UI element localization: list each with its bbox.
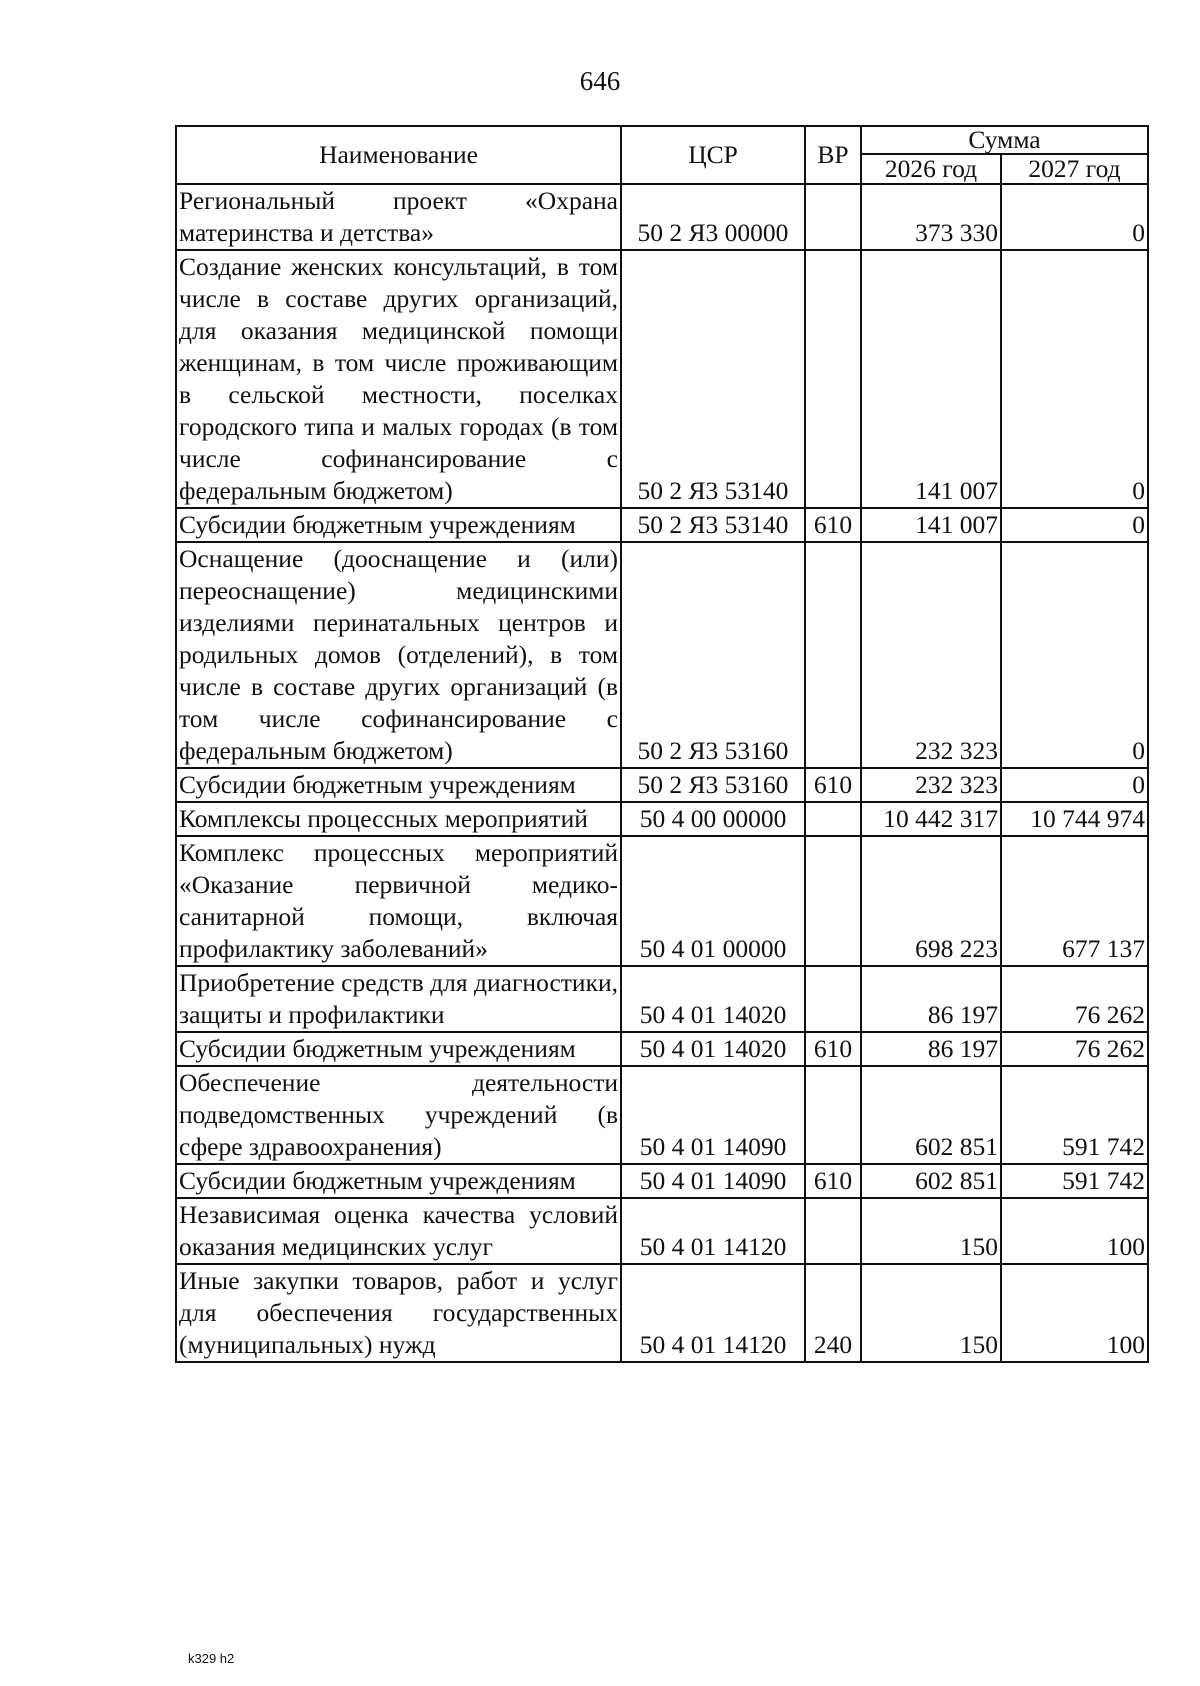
row-amount-2027: 100 — [1001, 1264, 1148, 1362]
header-csr: ЦСР — [621, 126, 805, 184]
row-amount-2027: 0 — [1001, 184, 1148, 250]
row-csr: 50 2 Я3 53160 — [621, 542, 805, 768]
row-name: Субсидии бюджетным учреждениям — [176, 1164, 621, 1198]
header-sum: Сумма — [861, 126, 1148, 154]
row-csr: 50 4 01 14020 — [621, 966, 805, 1032]
table-body — [176, 184, 1148, 1362]
row-amount-2026: 698 223 — [861, 836, 1001, 966]
row-csr: 50 4 01 14120 — [621, 1198, 805, 1264]
page-number: 646 — [579, 66, 621, 96]
row-csr: 50 2 Я3 53160 — [621, 768, 805, 802]
row-name: Субсидии бюджетным учреждениям — [176, 1032, 621, 1066]
table-row — [176, 1032, 1148, 1066]
row-amount-2026: 86 197 — [861, 966, 1001, 1032]
row-vr — [805, 836, 861, 966]
row-csr: 50 4 01 14090 — [621, 1164, 805, 1198]
table-row — [176, 1164, 1148, 1198]
row-name: Субсидии бюджетным учреждениям — [176, 508, 621, 542]
row-amount-2026: 141 007 — [861, 508, 1001, 542]
footer-document-code: k329 h2 — [188, 1651, 235, 1666]
table-row — [176, 542, 1148, 768]
row-amount-2027: 591 742 — [1001, 1066, 1148, 1164]
row-amount-2027: 591 742 — [1001, 1164, 1148, 1198]
row-amount-2026: 602 851 — [861, 1164, 1001, 1198]
row-csr: 50 4 01 00000 — [621, 836, 805, 966]
row-amount-2026: 10 442 317 — [861, 802, 1001, 836]
row-csr: 50 2 Я3 53140 — [621, 508, 805, 542]
row-vr: 610 — [805, 1164, 861, 1198]
row-vr: 610 — [805, 508, 861, 542]
header-name: Наименование — [176, 126, 621, 184]
header-year-2026: 2026 год — [861, 154, 1001, 184]
row-amount-2027: 0 — [1001, 250, 1148, 508]
row-vr — [805, 966, 861, 1032]
row-name: Субсидии бюджетным учреждениям — [176, 768, 621, 802]
row-vr — [805, 1198, 861, 1264]
row-amount-2026: 602 851 — [861, 1066, 1001, 1164]
row-name: Комплексы процессных мероприятий — [176, 802, 621, 836]
table-row — [176, 1198, 1148, 1264]
row-csr: 50 4 01 14090 — [621, 1066, 805, 1164]
row-vr — [805, 250, 861, 508]
header-year-2027: 2027 год — [1001, 154, 1148, 184]
row-amount-2027: 76 262 — [1001, 966, 1148, 1032]
table-row — [176, 768, 1148, 802]
row-vr: 240 — [805, 1264, 861, 1362]
row-name: Независимая оценка качества условий оказания медицинских услуг — [176, 1198, 621, 1264]
table-row — [176, 250, 1148, 508]
row-amount-2027: 10 744 974 — [1001, 802, 1148, 836]
row-amount-2026: 141 007 — [861, 250, 1001, 508]
row-name: Региональный проект «Охрана материнства и детства» — [176, 184, 621, 250]
row-amount-2026: 232 323 — [861, 542, 1001, 768]
row-vr: 610 — [805, 768, 861, 802]
table-row — [176, 966, 1148, 1032]
row-amount-2027: 677 137 — [1001, 836, 1148, 966]
table-row — [176, 508, 1148, 542]
row-name: Комплекс процессных мероприятий «Оказание первичной медико-санитарной помощи, включая профилактику заболеваний» — [176, 836, 621, 966]
row-vr — [805, 1066, 861, 1164]
table-row — [176, 836, 1148, 966]
row-amount-2026: 86 197 — [861, 1032, 1001, 1066]
table-row — [176, 1066, 1148, 1164]
row-csr: 50 4 01 14120 — [621, 1264, 805, 1362]
table-row — [176, 184, 1148, 250]
row-amount-2027: 0 — [1001, 768, 1148, 802]
row-name: Оснащение (дооснащение и (или) переоснащение) медицинскими изделиями перинатальных центров и родильных домов (отделений), в том числе в составе других организаций (в том числе софинансирование с федеральным бюджетом) — [176, 542, 621, 768]
row-vr — [805, 542, 861, 768]
row-amount-2027: 100 — [1001, 1198, 1148, 1264]
row-amount-2026: 150 — [861, 1264, 1001, 1362]
row-name: Приобретение средств для диагностики, защиты и профилактики — [176, 966, 621, 1032]
row-amount-2027: 0 — [1001, 508, 1148, 542]
row-amount-2026: 150 — [861, 1198, 1001, 1264]
row-vr: 610 — [805, 1032, 861, 1066]
row-amount-2026: 373 330 — [861, 184, 1001, 250]
table-row — [176, 1264, 1148, 1362]
row-name: Обеспечение деятельности подведомственных учреждений (в сфере здравоохранения) — [176, 1066, 621, 1164]
row-vr — [805, 802, 861, 836]
row-name: Иные закупки товаров, работ и услуг для обеспечения государственных (муниципальных) нужд — [176, 1264, 621, 1362]
row-name: Создание женских консультаций, в том числе в составе других организаций, для оказания медицинской помощи женщинам, в том числе проживающим в сельской местности, поселках городского типа и малых городах (в том числе софинансирование с федеральным бюджетом) — [176, 250, 621, 508]
budget-table — [175, 125, 1149, 1363]
row-csr: 50 2 Я3 00000 — [621, 184, 805, 250]
row-csr: 50 4 00 00000 — [621, 802, 805, 836]
table-row — [176, 802, 1148, 836]
header-vr: ВР — [805, 126, 861, 184]
row-amount-2027: 76 262 — [1001, 1032, 1148, 1066]
row-csr: 50 4 01 14020 — [621, 1032, 805, 1066]
table-header — [176, 126, 1148, 184]
row-amount-2026: 232 323 — [861, 768, 1001, 802]
row-csr: 50 2 Я3 53140 — [621, 250, 805, 508]
row-amount-2027: 0 — [1001, 542, 1148, 768]
row-vr — [805, 184, 861, 250]
